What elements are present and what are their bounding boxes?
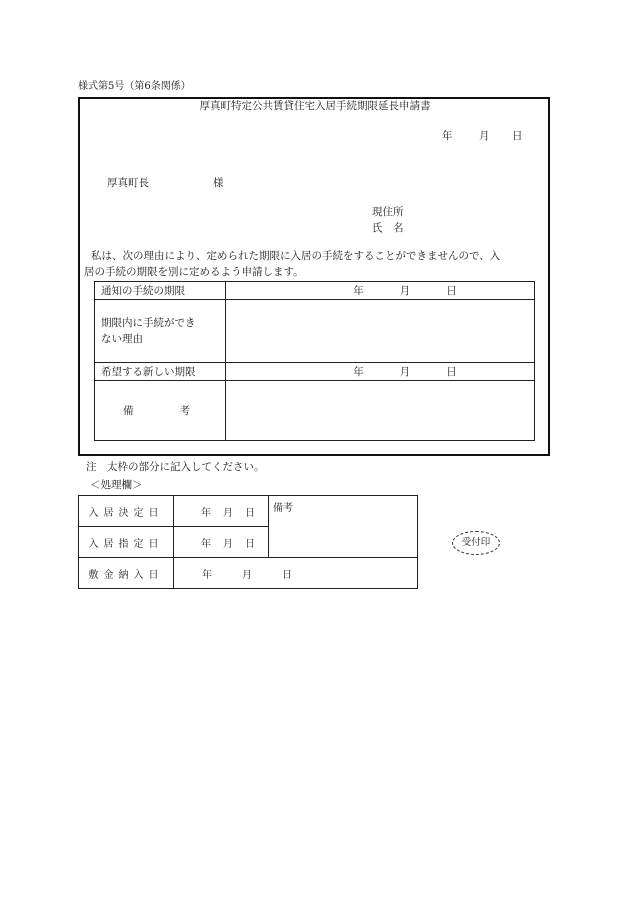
reception-stamp: 受付印 bbox=[452, 531, 500, 555]
processing-remarks[interactable] bbox=[269, 496, 418, 558]
assigned-day: 日 bbox=[245, 538, 255, 550]
decision-date-value[interactable] bbox=[174, 496, 269, 527]
header-date-month: 月 bbox=[479, 130, 490, 142]
form-number-label: 様式第5号（第6条関係） bbox=[78, 81, 191, 92]
decision-date-label: 入居決定日 bbox=[79, 496, 174, 527]
notice-deadline-label: 通知の手続の期限 bbox=[95, 282, 226, 300]
reason-label-line-2: ない理由 bbox=[101, 333, 143, 345]
remarks-label-a: 備 bbox=[123, 405, 134, 417]
new-year: 年 bbox=[353, 366, 364, 378]
table-row-new-deadline bbox=[95, 363, 535, 381]
decision-year: 年 bbox=[201, 507, 211, 519]
processing-table bbox=[78, 495, 418, 589]
processing-remarks-label: 備考 bbox=[273, 503, 293, 514]
notice-month: 月 bbox=[399, 285, 411, 297]
assigned-date-value[interactable] bbox=[174, 527, 269, 558]
table-row-reason bbox=[95, 300, 535, 363]
deposit-date-value[interactable] bbox=[174, 558, 418, 589]
note-text: 注 太枠の部分に記入してください。 bbox=[86, 461, 265, 473]
applicant-address-label: 現住所 bbox=[372, 206, 404, 218]
remarks-input[interactable] bbox=[226, 381, 535, 441]
deposit-date-label: 敷金納入日 bbox=[79, 558, 174, 589]
new-month: 月 bbox=[399, 366, 411, 378]
remarks-label-b: 考 bbox=[179, 405, 190, 417]
addressee-name: 厚真町長 bbox=[107, 177, 149, 189]
notice-year: 年 bbox=[353, 285, 364, 297]
deposit-day: 日 bbox=[282, 569, 292, 581]
assigned-date-label: 入居指定日 bbox=[79, 527, 174, 558]
notice-deadline-value[interactable] bbox=[226, 282, 535, 300]
header-date-day: 日 bbox=[512, 130, 523, 142]
document-title: 厚真町特定公共賃貸住宅入居手続期限延長申請書 bbox=[199, 100, 431, 112]
table-row-remarks bbox=[95, 381, 535, 441]
header-date-year: 年 bbox=[442, 130, 453, 142]
reason-input[interactable] bbox=[226, 300, 535, 363]
assigned-month: 月 bbox=[223, 538, 233, 550]
deposit-month: 月 bbox=[242, 569, 252, 581]
processing-section-label: ＜処理欄＞ bbox=[90, 479, 143, 491]
decision-day: 日 bbox=[245, 507, 255, 519]
new-day: 日 bbox=[446, 366, 457, 378]
remarks-label bbox=[95, 381, 226, 441]
assigned-year: 年 bbox=[201, 538, 211, 550]
applicant-name-label: 氏 名 bbox=[372, 222, 404, 234]
reason-label bbox=[95, 300, 226, 363]
application-details-table bbox=[94, 281, 535, 441]
proc-row-decision-date bbox=[79, 496, 418, 527]
new-deadline-label: 希望する新しい期限 bbox=[95, 363, 226, 381]
table-row-notice-deadline bbox=[95, 282, 535, 300]
proc-row-deposit-date bbox=[79, 558, 418, 589]
reason-label-line-1: 期限内に手続ができ bbox=[101, 317, 196, 329]
body-text-line-2: 居の手続の期限を別に定めるよう申請します。 bbox=[84, 266, 304, 278]
body-text-line-1: 私は、次の理由により、定められた期限に入居の手続をすることができませんので、入 bbox=[91, 250, 501, 262]
addressee-honorific: 様 bbox=[213, 177, 224, 189]
notice-day: 日 bbox=[446, 285, 457, 297]
decision-month: 月 bbox=[223, 507, 233, 519]
deposit-year: 年 bbox=[202, 569, 212, 581]
new-deadline-value[interactable] bbox=[226, 363, 535, 381]
